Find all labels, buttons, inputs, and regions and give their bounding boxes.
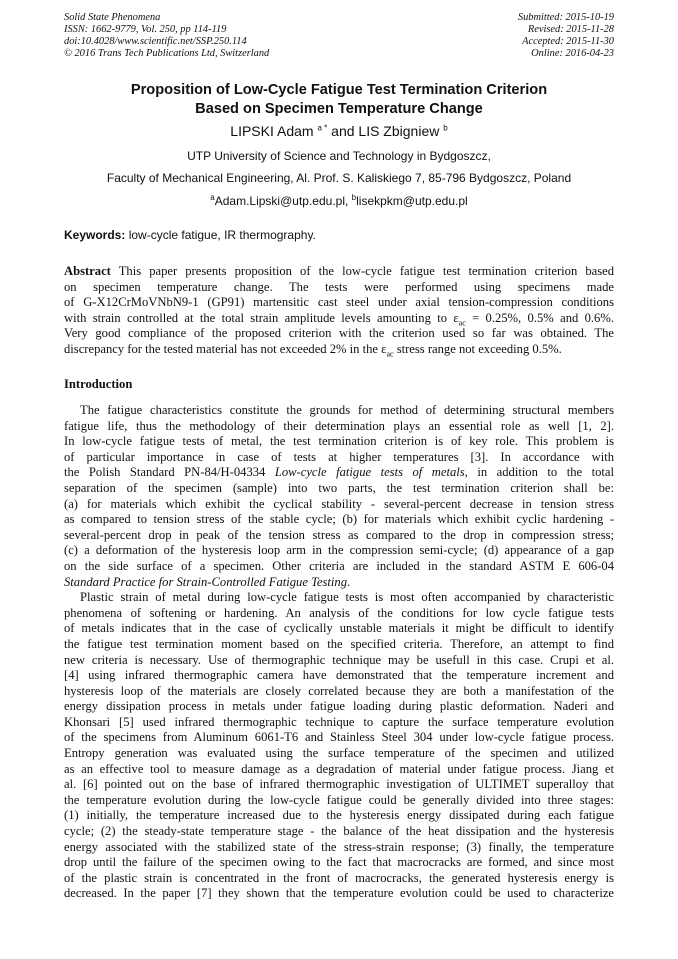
body-line: [4] using infrared thermographic camera have demonstrated that the temperature increment and — [64, 668, 614, 683]
author-name: and LIS Zbigniew — [331, 123, 440, 139]
affiliation-university: UTP University of Science and Technology in Bydgoszcz, — [187, 149, 491, 163]
body-line: Entropy generation was evaluated using the surface temperature of the specimen and utilized — [64, 746, 614, 761]
abstract-line: of G-X12CrMoVNbN9-1 (GP91) martensitic cast steel under axial tension-compression conditions — [64, 295, 614, 310]
body-line: several-percent drop in peak of the tension stress as compared to the drop in compression stress; — [64, 527, 614, 542]
body-line: of the plastic strain is concentrated in the front of macrocracks, the generated hysteresis energy is — [64, 870, 614, 885]
standard-title: Standard Practice for Strain-Controlled Fatigue Testing — [64, 574, 348, 589]
journal-info — [64, 12, 269, 60]
body-line: (a) for materials which exhibit the cyclical stability - several-percent decrease in tension stress — [64, 496, 614, 511]
date-revised: Revised: 2015-11-28 — [527, 24, 614, 35]
body-line: In low-cycle fatigue tests of metal, the test termination criterion is of key role. This problem is — [64, 434, 614, 449]
author-superscript: a * — [317, 123, 328, 133]
body-line: (c) a deformation of the hysteresis loop arm in the compression semi-cycle; (d) appearance of a gap — [64, 543, 614, 558]
journal-name: Solid State Phenomena — [64, 12, 161, 23]
body-line: on the side surface of a specimen. Other criteria are included in the standard ASTM E 606-04 — [64, 558, 614, 573]
body-line: as compared to tension stress of the stable cycle; (b) for materials which exhibit cyclic hardening - — [64, 512, 614, 527]
author-line — [64, 122, 614, 140]
body-line: the temperature evolution during the low-cycle fatigue could be generally divided into three stages: — [64, 792, 614, 807]
paper-title — [64, 81, 614, 119]
abstract-line: with strain controlled at the total strain amplitude levels amounting to $\varepsilon_{ac} = 0.25\%$, 0.5% and 0.6%. — [64, 310, 614, 328]
email-link[interactable]: Adam.Lipski@utp.edu.pl, — [214, 194, 349, 208]
body-line: of particular importance in case of tests at higher temperatures [3]. In accordance with — [64, 449, 614, 464]
author-name: LIPSKI Adam — [230, 123, 314, 139]
body-line: the fatigue test termination moment based on the specified criteria. Therefore, an attempt to find — [64, 636, 614, 651]
body-line: (1) initially, the temperature increased due to the hysteresis energy dissipated during each fatigue — [64, 808, 614, 823]
journal-issn: ISSN: 1662-9779, Vol. 250, pp 114-119 — [64, 24, 227, 35]
abstract-line: discrepancy for the tested material has not exceeded 2% in the $\varepsilon_{ac}$ stress range not exceeding 0.5%. — [64, 341, 562, 359]
body-line: Plastic strain of metal during low-cycle fatigue tests is most often accompanied by characteristic — [80, 590, 614, 605]
author-emails — [64, 194, 614, 208]
body-line: the Polish Standard PN-84/H-04334 Low-cycle fatigue tests of metals, in addition to the total — [64, 465, 614, 480]
body-line: drop until the failure of the specimen owing to the fact that macrocracks are formed, and since most — [64, 855, 614, 870]
body-line: The fatigue characteristics constitute the grounds for method of determining structural members — [80, 403, 614, 417]
email-superscript: b — [351, 193, 357, 202]
body-line: of the specimens from Aluminum 6061-T6 and Stainless Steel 304 under low-cycle fatigue process. — [64, 730, 614, 745]
abstract-line: on specimen temperature change. The tests were performed using specimens made — [64, 279, 614, 294]
body-line: al. [6] pointed out on the base of infrared thermographic investigation of ULTIMET superalloy that — [64, 777, 614, 792]
date-online: Online: 2016-04-23 — [531, 48, 614, 59]
journal-doi: doi:10.4028/www.scientific.net/SSP.250.114 — [64, 36, 247, 47]
date-submitted: Submitted: 2015-10-19 — [517, 12, 614, 23]
body-line: fatigue life, thus the methodology of their determination plays an essential role as well [1, 2]. — [64, 418, 614, 433]
title-line: Based on Specimen Temperature Change — [195, 101, 483, 117]
body-line: as an effective tool to measure damage as a degradation of material under fatigue process. Jiang et — [64, 761, 614, 776]
author-superscript: b — [443, 123, 448, 133]
body-line: new criteria is necessary. Use of thermographic technique may be usefull in this case. Crupi et al. — [64, 652, 614, 667]
journal-copyright: © 2016 Trans Tech Publications Ltd, Switzerland — [64, 48, 270, 59]
body-line: energy dissipation process in metals under fatigue loading during plastic deformation. Naderi and — [64, 699, 614, 714]
body-line: phenomena of softening or hardening. An analysis of the conditions for low cycle fatigue tests — [64, 605, 614, 620]
standard-title: Low-cycle fatigue tests of metals — [274, 465, 465, 480]
body-line: of metals indicates that in the case of cyclically unstable materials it might be difficult to identify — [64, 621, 614, 636]
body-line: cycle; (2) the steady-state temperature stage - the balance of the heat dissipation and the hysteresis — [64, 824, 614, 839]
keywords-text: low-cycle fatigue, IR thermography. — [128, 228, 316, 242]
body-line: Standard Practice for Strain-Controlled Fatigue Testing. — [64, 574, 351, 589]
section-heading-introduction: Introduction — [64, 377, 133, 391]
abstract-line: Abstract This paper presents proposition of the low-cycle fatigue test termination criterion based — [64, 264, 615, 278]
keywords-label: Keywords: — [64, 228, 126, 242]
keywords — [64, 228, 316, 242]
body-line: separation of the specimen (sample) into two parts, the test termination criterion shall be: — [64, 480, 614, 495]
affiliation-address: Faculty of Mechanical Engineering, Al. Prof. S. Kaliskiego 7, 85-796 Bydgoszcz, Poland — [106, 171, 572, 185]
body-line: Khonsari [5] used infrared thermographic technique to capture the surface temperature evolution — [64, 714, 614, 729]
abstract-label: Abstract — [64, 264, 111, 278]
body-line: hysteresis loop of the materials are closely correlated because they are both a manifestation of the — [64, 683, 614, 698]
submission-dates — [518, 12, 614, 60]
abstract — [64, 264, 614, 358]
body-line: decreased. In the paper [7] they shown that the temperature evolution could be used to characterize — [64, 886, 614, 901]
date-accepted: Accepted: 2015-11-30 — [522, 36, 614, 47]
email-superscript: a — [210, 193, 215, 202]
title-line: Proposition of Low-Cycle Fatigue Test Termination Criterion — [130, 82, 548, 98]
email-link[interactable]: lisekpkm@utp.edu.pl — [356, 194, 468, 208]
introduction-body — [64, 403, 614, 902]
abstract-line: Very good compliance of the proposed criterion with the criterion used so far was obtained. The — [64, 326, 614, 341]
body-line: energy associated with the stabilized state of the stress-strain response; (3) finally, the temperature — [64, 839, 614, 854]
